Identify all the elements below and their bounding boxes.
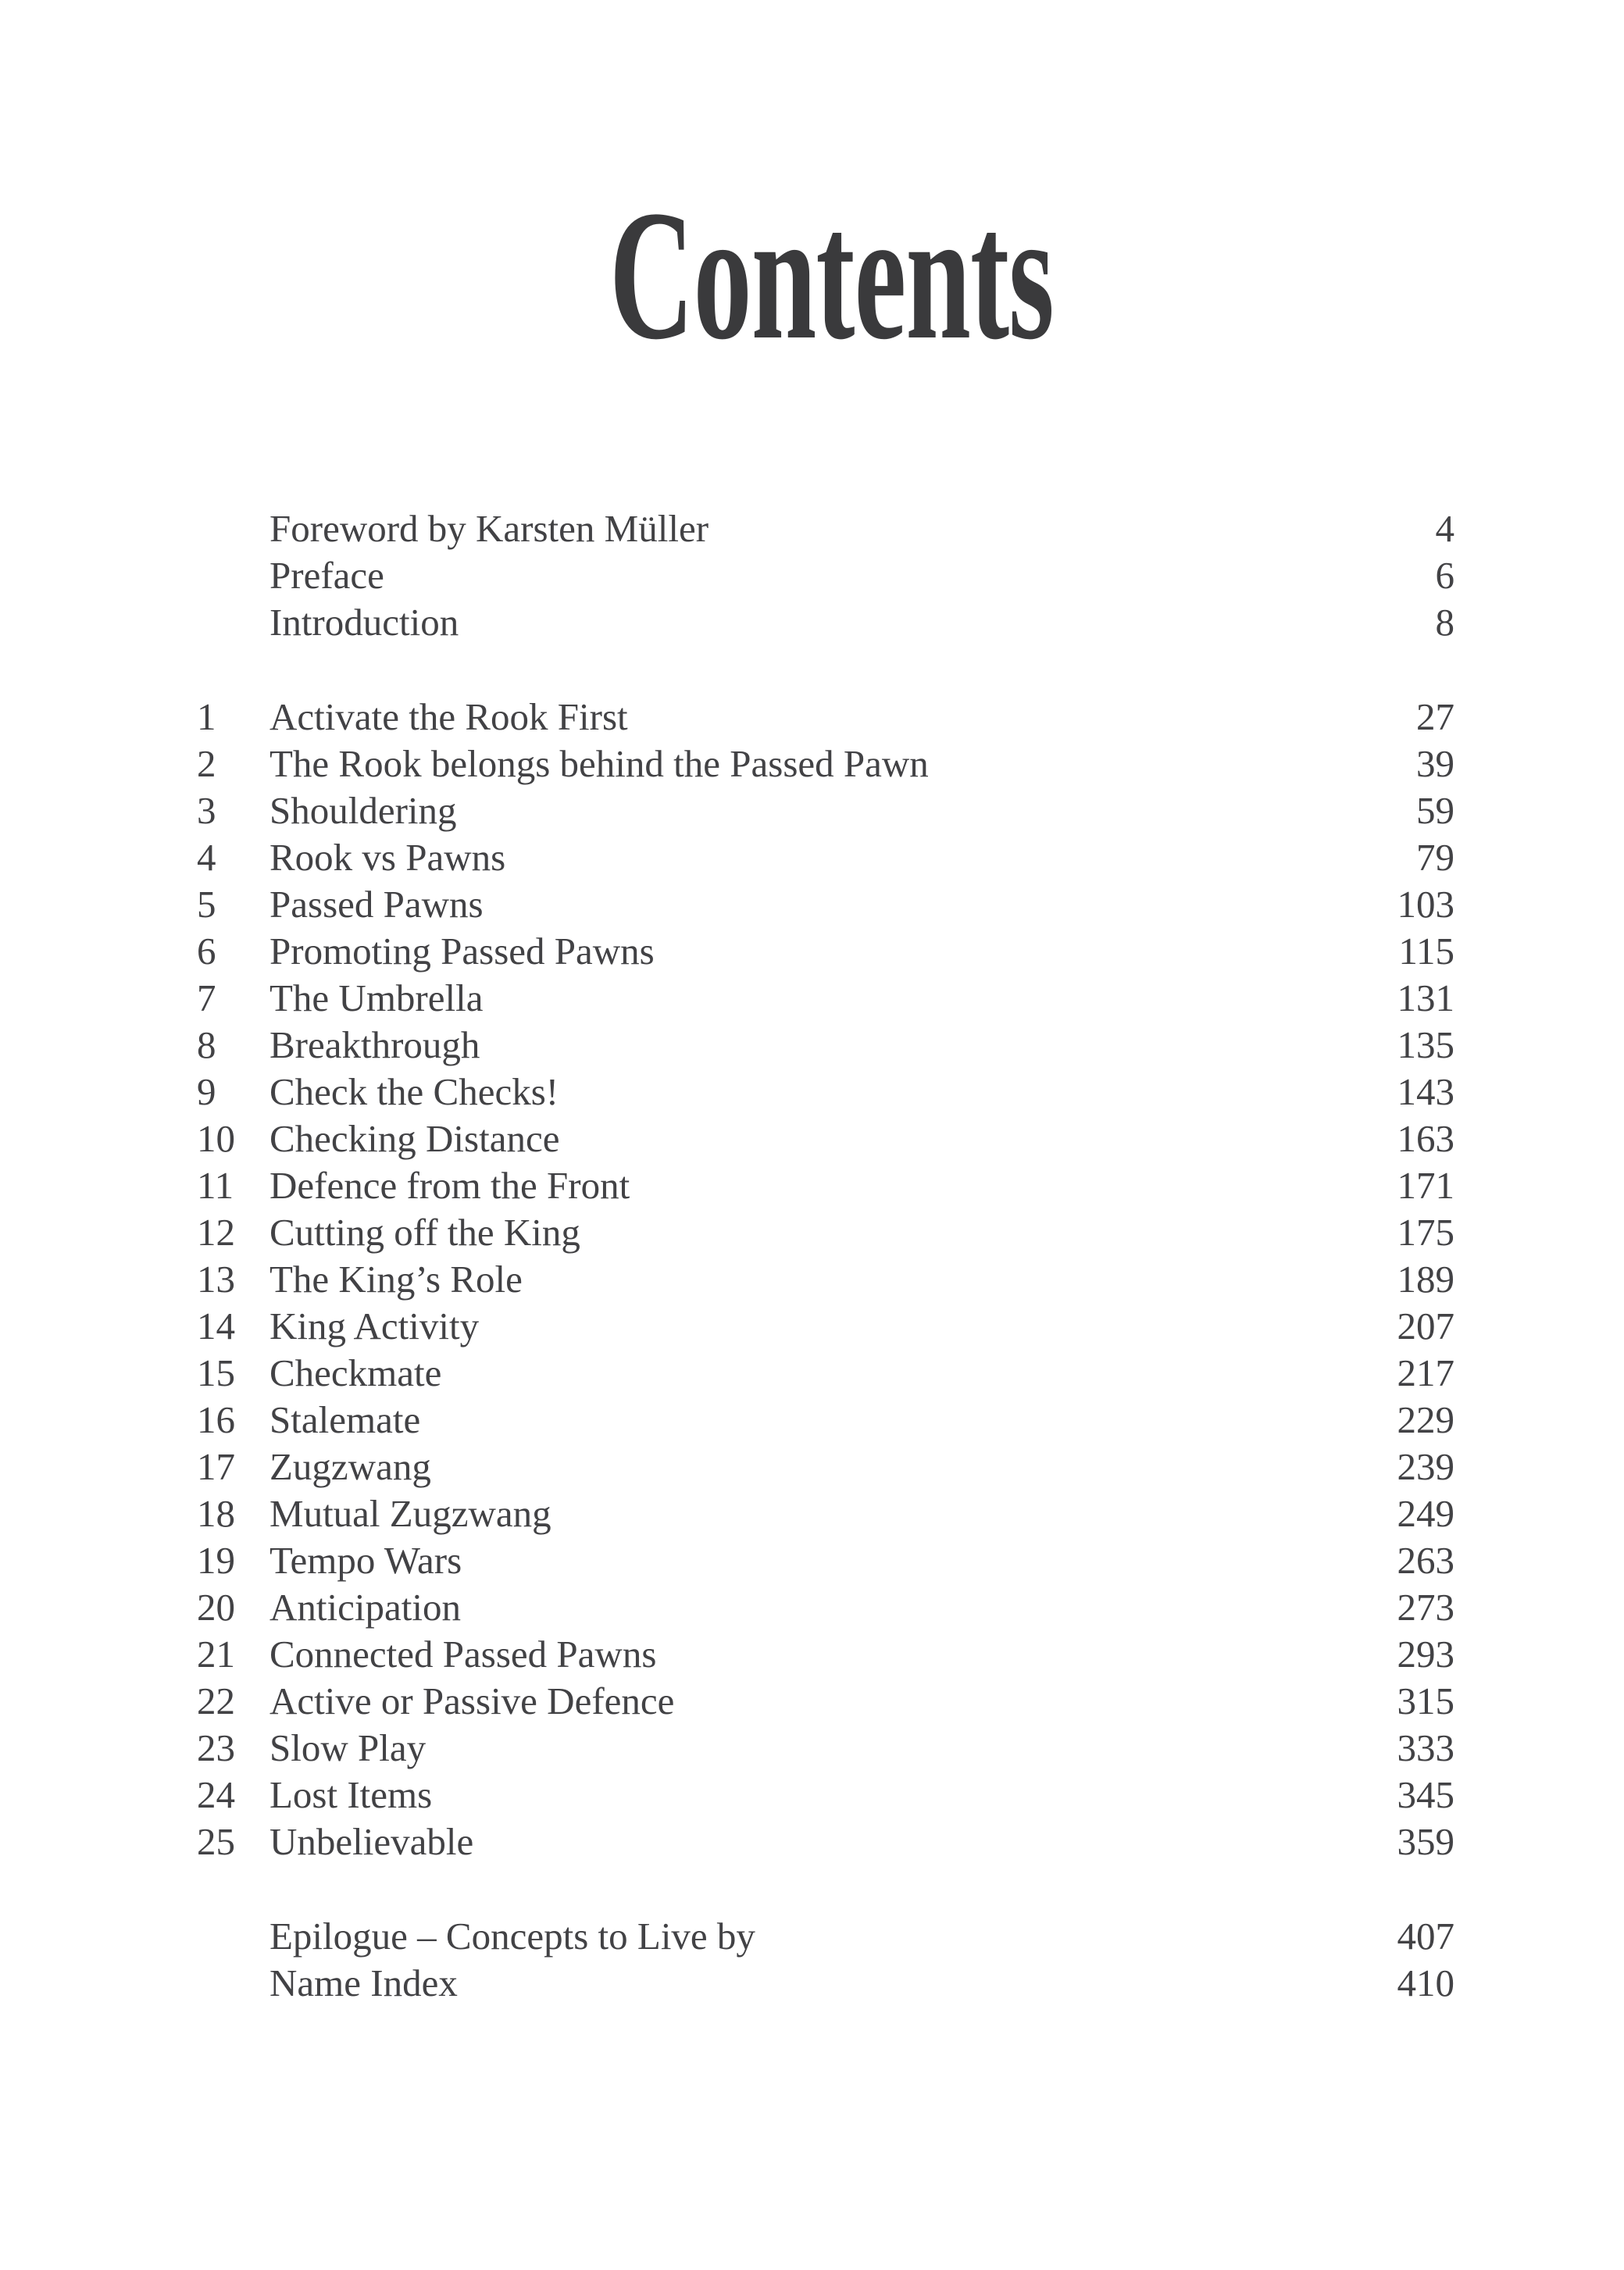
toc-row-epilogue <box>197 1913 1454 1960</box>
toc-row-chapter-3 <box>197 787 1454 834</box>
toc-row-chapter-2 <box>197 741 1454 787</box>
chapter-title: Activate the Rook First <box>269 695 628 738</box>
toc-row-introduction <box>197 599 1454 646</box>
toc-row-name-index <box>197 1960 1454 2007</box>
toc-row-chapter-22 <box>197 1678 1454 1725</box>
chapter-number: 16 <box>197 1398 235 1441</box>
entry-title: Introduction <box>269 601 459 644</box>
chapter-title: Defence from the Front <box>269 1164 630 1207</box>
toc-row-chapter-5 <box>197 881 1454 928</box>
chapter-number: 22 <box>197 1679 235 1722</box>
chapter-number: 11 <box>197 1164 234 1207</box>
chapter-number: 23 <box>197 1726 235 1769</box>
chapter-number: 8 <box>197 1023 216 1066</box>
chapter-title: Breakthrough <box>269 1023 480 1066</box>
chapter-number: 18 <box>197 1492 235 1535</box>
toc-row-chapter-4 <box>197 834 1454 881</box>
toc-row-chapter-12 <box>197 1209 1454 1256</box>
page-number: 229 <box>1397 1398 1454 1441</box>
chapter-number: 9 <box>197 1070 216 1113</box>
page-number: 79 <box>1416 836 1454 879</box>
section-gap <box>197 1865 1454 1913</box>
page-number: 359 <box>1397 1820 1454 1863</box>
chapter-title: Promoting Passed Pawns <box>269 930 655 973</box>
toc-row-chapter-18 <box>197 1490 1454 1537</box>
entry-title: Epilogue – Concepts to Live by <box>269 1915 755 1958</box>
chapter-number: 17 <box>197 1445 235 1488</box>
chapter-number: 7 <box>197 976 216 1019</box>
page-number: 131 <box>1397 976 1454 1019</box>
page-number: 239 <box>1397 1445 1454 1488</box>
chapter-title: The King’s Role <box>269 1258 523 1301</box>
page-number: 115 <box>1398 930 1454 973</box>
page-number: 8 <box>1435 601 1454 644</box>
chapter-number: 6 <box>197 930 216 973</box>
page-number: 273 <box>1397 1586 1454 1629</box>
page-number: 263 <box>1397 1539 1454 1582</box>
chapter-title: Active or Passive Defence <box>269 1679 675 1722</box>
page-number: 103 <box>1397 883 1454 926</box>
page-number: 315 <box>1397 1679 1454 1722</box>
toc-row-chapter-24 <box>197 1772 1454 1818</box>
chapter-title: Tempo Wars <box>269 1539 462 1582</box>
page-number: 143 <box>1397 1070 1454 1113</box>
page-number: 333 <box>1397 1726 1454 1769</box>
page-number: 175 <box>1397 1211 1454 1254</box>
page-number: 407 <box>1397 1915 1454 1958</box>
chapter-title: Unbelievable <box>269 1820 474 1863</box>
chapter-title: Check the Checks! <box>269 1070 559 1113</box>
chapter-number: 13 <box>197 1258 235 1301</box>
chapter-title: Connected Passed Pawns <box>269 1633 657 1676</box>
chapter-number: 21 <box>197 1633 235 1676</box>
chapter-title: Lost Items <box>269 1773 433 1816</box>
page-number: 27 <box>1416 695 1454 738</box>
toc-row-chapter-19 <box>197 1537 1454 1584</box>
page-number: 171 <box>1397 1164 1454 1207</box>
chapter-title: Cutting off the King <box>269 1211 580 1254</box>
toc-row-chapter-17 <box>197 1444 1454 1490</box>
page-number: 293 <box>1397 1633 1454 1676</box>
page-number: 249 <box>1397 1492 1454 1535</box>
page-title: Contents <box>609 173 1054 378</box>
chapter-number: 10 <box>197 1117 235 1160</box>
chapter-title: Slow Play <box>269 1726 427 1769</box>
toc-row-chapter-9 <box>197 1069 1454 1115</box>
chapter-number: 14 <box>197 1305 235 1347</box>
toc-row-chapter-16 <box>197 1397 1454 1444</box>
toc-row-chapter-20 <box>197 1584 1454 1631</box>
chapter-title: The Umbrella <box>269 976 484 1019</box>
page-number: 410 <box>1397 1961 1454 2004</box>
toc-row-chapter-1 <box>197 694 1454 741</box>
toc-row-chapter-15 <box>197 1350 1454 1397</box>
section-gap <box>197 646 1454 694</box>
chapter-title: The Rook belongs behind the Passed Pawn <box>269 742 929 785</box>
chapter-number: 1 <box>197 695 216 738</box>
toc-row-chapter-23 <box>197 1725 1454 1772</box>
entry-title: Name Index <box>269 1961 458 2004</box>
toc-row-chapter-14 <box>197 1303 1454 1350</box>
page-number: 345 <box>1397 1773 1454 1816</box>
toc-row-chapter-6 <box>197 928 1454 975</box>
chapter-number: 3 <box>197 789 216 832</box>
chapter-title: Checkmate <box>269 1351 442 1394</box>
chapter-title: Shouldering <box>269 789 457 832</box>
page-number: 4 <box>1435 507 1454 550</box>
toc-row-preface <box>197 552 1454 599</box>
page-number: 59 <box>1416 789 1454 832</box>
page-number: 6 <box>1435 554 1454 597</box>
toc-row-chapter-8 <box>197 1022 1454 1069</box>
chapter-number: 5 <box>197 883 216 926</box>
toc-row-foreword <box>197 505 1454 552</box>
chapter-number: 19 <box>197 1539 235 1582</box>
chapter-number: 2 <box>197 742 216 785</box>
toc-row-chapter-21 <box>197 1631 1454 1678</box>
chapter-title: Rook vs Pawns <box>269 836 506 879</box>
toc-row-chapter-25 <box>197 1818 1454 1865</box>
chapter-title: Zugzwang <box>269 1445 431 1488</box>
entry-title: Preface <box>269 554 384 597</box>
chapter-number: 15 <box>197 1351 235 1394</box>
chapter-title: King Activity <box>269 1305 480 1347</box>
toc-row-chapter-10 <box>197 1115 1454 1162</box>
page-number: 189 <box>1397 1258 1454 1301</box>
toc-row-chapter-13 <box>197 1256 1454 1303</box>
page-number: 135 <box>1397 1023 1454 1066</box>
chapter-number: 24 <box>197 1773 235 1816</box>
page-number: 217 <box>1397 1351 1454 1394</box>
page-number: 39 <box>1416 742 1454 785</box>
chapter-number: 20 <box>197 1586 235 1629</box>
chapter-title: Mutual Zugzwang <box>269 1492 551 1535</box>
chapter-title: Stalemate <box>269 1398 421 1441</box>
chapter-number: 25 <box>197 1820 235 1863</box>
toc-row-chapter-11 <box>197 1162 1454 1209</box>
toc-row-chapter-7 <box>197 975 1454 1022</box>
chapter-title: Passed Pawns <box>269 883 484 926</box>
chapter-title: Anticipation <box>269 1586 461 1629</box>
chapter-number: 4 <box>197 836 216 879</box>
chapter-number: 12 <box>197 1211 235 1254</box>
chapter-title: Checking Distance <box>269 1117 560 1160</box>
page-number: 163 <box>1397 1117 1454 1160</box>
table-of-contents <box>197 505 1454 2007</box>
entry-title: Foreword by Karsten Müller <box>269 507 709 550</box>
page-number: 207 <box>1397 1305 1454 1347</box>
